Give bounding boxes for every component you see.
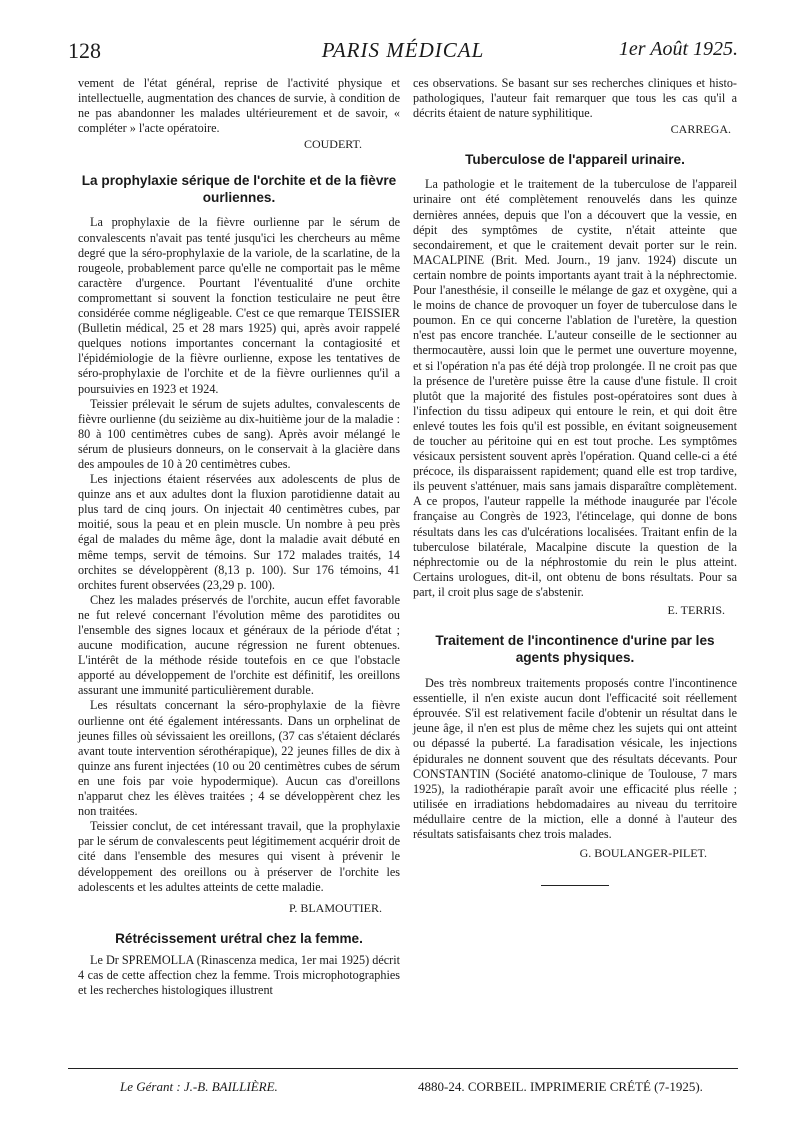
paragraph: Les injections étaient réservées aux adolescents de plus de quinze ans et aux adultes dont la fluxion parotidienne datait au plus tard de cinq jours. On injectait 40 centimètres cubes, par moitié, sous la peau et en plein muscle. Un nombre à peu près égal de malades du même âge, dont la maladie avait débuté en même temps, servit de témoins. Sur 172 malades traités, 14 orchites se développèrent (8,13 p. 100). Sur 176 témoins, 41 orchites furent observées (23,29 p. 100). xyxy=(78,472,400,592)
gerant-line: Le Gérant : J.-B. BAILLIÈRE. xyxy=(120,1079,278,1094)
author-signature: G. BOULANGER-PILET. xyxy=(579,846,707,861)
paragraph: Teissier prélevait le sérum de sujets adultes, convalescents de fièvre ourlienne (du seizième au dix-huitième jour de la maladie : 80 à 100 centimètres cubes de sang). Après avoir mélangé le sérum de plusieurs donneurs, on le conservait à la glacière dans des ampoules de 10 à 20 centimètres cubes. xyxy=(78,396,400,471)
footer-rule xyxy=(68,1068,738,1069)
page-number: 128 xyxy=(68,38,101,63)
right-column xyxy=(413,76,737,886)
left-column xyxy=(78,76,400,998)
paragraph: La prophylaxie de la fièvre ourlienne par le sérum de convalescents n'avait pas tenté jusqu'ici les chercheurs au même degré que la séro-prophylaxie de la variole, de la scarlatine, de la rougeole, probablement parce qu'elle ne comportait pas le même caractère d'urgence. Pourtant l'éventualité d'une orchite compromettant si souvent la fonction testiculaire ne peut être considérée comme négligeable. C'est ce que remarque TEISSIER (Bulletin médical, 25 et 28 mars 1925) qui, après avoir rappelé quelques notions importantes concernant la contagiosité et l'épidémiologie de la fièvre ourlienne, expose les tentatives de séro-prophylaxie de l'orchite et de la fièvre ourliennes qu'il a poursuivies en 1923 et 1924. xyxy=(78,215,400,396)
paragraph: Le Dr SPREMOLLA (Rinascenza medica, 1er mai 1925) décrit 4 cas de cette affection chez la femme. Trois microphotographies et les recherches histologiques illustrent xyxy=(78,952,400,997)
section-title: Tuberculose de l'appareil urinaire. xyxy=(465,152,685,168)
section-title: Traitement de l'incontinence d'urine par les agents physiques. xyxy=(435,633,715,666)
author-signature: CARREGA. xyxy=(670,122,731,137)
author-signature: P. BLAMOUTIER. xyxy=(288,900,382,915)
issue-date: 1er Août 1925. xyxy=(618,38,738,60)
printer-line: 4880-24. CORBEIL. IMPRIMERIE CRÉTÉ (7-1925). xyxy=(418,1079,703,1094)
section-title: La prophylaxie sérique de l'orchite et de la fièvre ourliennes. xyxy=(81,173,397,206)
running-title: PARIS MÉDICAL xyxy=(321,38,485,62)
end-rule xyxy=(541,885,609,886)
paragraph: Les résultats concernant la séro-prophylaxie de la fièvre ourlienne ont été également intéressants. Dans un orphelinat de jeunes filles où sévissaient les oreillons, (37 cas s'étaient déclarés avant toute intervention sérothérapique), 22 jeunes filles de dix à quinze ans furent injectées (10 ou 20 centimètres cubes de sérum en une fois par voie hypodermique). Aucun cas d'oreillons n'apparut chez les élèves traitées ; 4 se développèrent chez les non traitées. xyxy=(78,698,400,819)
continuation-paragraph: ces observations. Se basant sur ses recherches cliniques et histo-pathologiques, l'auteur fait remarquer que tous les cas qu'il a décrits étaient de nature syphilitique. xyxy=(413,76,737,121)
paragraph: Teissier conclut, de cet intéressant travail, que la prophylaxie par le sérum de convalescents peut légitimement acquérir droit de cité dans l'ensemble des mesures qui visent à prévenir le développement des oreillons ou à préserver de l'orchite les adolescents et les adultes atteints de cette maladie. xyxy=(78,819,400,894)
intro-paragraph: vement de l'état général, reprise de l'activité physique et intellectuelle, augmentation des chances de survie, à condition de ne pas abandonner les malades ultérieurement et de savoir, « compléter » l'acte opératoire. xyxy=(78,76,400,136)
paragraph: Des très nombreux traitements proposés contre l'incontinence essentielle, il n'en existe aucun dont l'efficacité soit réellement éprouvée. S'il est relativement facile d'obtenir un résultat dans le jeune âge, il n'en est plus de même chez les sujets qui ont atteint ou dépassé la puberté. La faradisation vésicale, les injections épidurales ne donnent souvent que des résultats décevants. Pour CONSTANTIN (Société anatomo-clinique de Toulouse, 7 mars 1925), la radiothérapie paraît avoir une efficacité plus réelle ; utilisée en irradiations hebdomadaires au niveau du territoire médullaire centre de la miction, elle a donné à l'auteur des résultats satisfaisants chez trois malades. xyxy=(413,676,737,842)
section-title: Rétrécissement urétral chez la femme. xyxy=(115,930,363,946)
author-signature: COUDERT. xyxy=(303,137,362,152)
paragraph: Chez les malades préservés de l'orchite, aucun effet favorable ne fut relevé concernant l'évolution même des parotidites ou l'ensemble des signes locaux et généraux de la période d'état ; aucune modification, aucune régression ne furent obtenues. L'intérêt de la méthode réside toutefois en ce que l'obstacle apporté au développement de l'orchite est définitif, les oreillons assurant une immunité particulièrement durable. xyxy=(78,592,400,698)
author-signature: E. TERRIS. xyxy=(667,603,725,617)
page-header xyxy=(68,38,738,68)
paragraph: La pathologie et le traitement de la tuberculose de l'appareil urinaire ont été complètement renouvelés dans les quinze dernières années, depuis que l'on a découvert que la vessie, en dépit des symptômes de cystite, n'était atteinte que secondairement, et que le craitement devait porter sur le rein. MACALPINE (Brit. Med. Journ., 19 janv. 1924) discute un certain nombre de points importants ayant trait à la néphrectomie. Pour l'anesthésie, il conseille le mélange de gaz et oxygène, qui a le moins de chance de provoquer un foyer de tuberculose dans le poumon. En ce qui concerne l'ablation de l'uretère, la question n'est pas encore tranchée. L'auteur conseille de le sectionner au thermocautère, aussi loin que le permet une ouverture moyenne, et si l'opération n'a pas été déjà trop prolongée. Il ne croit pas que la présence de l'uretère puisse être la cause d'une fistule. Il croit plutôt que la majorité des fistules post-opératoires sont dues à l'infection du tissu adipeux qui entoure le rein, et qui doit être enlevé toutes les fois qu'il est possible, en évitant soigneusement de toucher au péritoine qui en est tout proche. Les symptômes vésicaux persistent souvent après l'opération. Quand celle-ci a été précoce, ils disparaissent rapidement; quand elle est trop tardive, ils peuvent s'atténuer, mais sans jamais disparaître complètement. A ce propos, l'auteur rappelle la méthode inaugurée par l'école française au Congrès de 1923, l'étincelage, qui donne de bons résultats dans les cas d'ulcérations localisées. Traitant enfin de la tuberculose bilatérale, Macalpine discute la question de la néphrectomie ou de la néphrostomie du rein le plus atteint. Certains urologues, dit-il, ont obtenu de bons résultats. Pour sa part, il croit plus sage de s'abstenir. xyxy=(413,177,737,599)
